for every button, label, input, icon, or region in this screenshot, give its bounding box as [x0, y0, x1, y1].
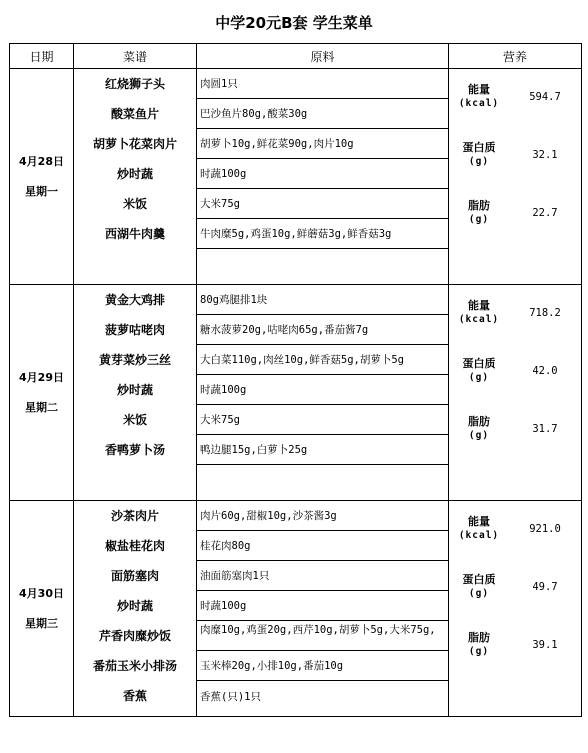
nutrition-label: 蛋白质 [462, 141, 496, 154]
nutrition-energy [449, 83, 581, 111]
nutrition-label: 蛋白质 [462, 573, 496, 586]
dish-cell [74, 285, 197, 501]
nutrition-value: 32.1 [532, 149, 558, 161]
ingredients-cell [197, 285, 449, 501]
dish-item: 红烧狮子头 [104, 77, 165, 91]
day-weekday: 星期二 [25, 400, 58, 414]
nutrition-fat [449, 631, 581, 659]
nutrition-label: 能量 [468, 515, 490, 528]
nutrition-unit: (kcal) [458, 98, 500, 109]
day-date: 4月28日 [19, 154, 64, 168]
ingredient-line: 巴沙鱼片80g,酸菜30g [197, 99, 448, 129]
day-date: 4月29日 [19, 370, 64, 384]
nutrition-label: 蛋白质 [462, 357, 496, 370]
nutrition-unit: (g) [468, 214, 490, 225]
nutrition-value: 39.1 [532, 639, 558, 651]
dish-item: 酸菜鱼片 [110, 107, 159, 121]
dish-item: 面筋塞肉 [110, 569, 159, 583]
dish-item: 炒时蔬 [116, 167, 153, 181]
ingredients-cell [197, 69, 449, 285]
nutrition-fat [449, 199, 581, 227]
day-date-cell [10, 501, 74, 717]
nutrition-value: 594.7 [529, 91, 561, 103]
day-row [10, 285, 582, 501]
ingredient-line: 大米75g [197, 405, 448, 435]
ingredient-line: 大米75g [197, 189, 448, 219]
ingredient-line [197, 465, 448, 495]
dish-cell [74, 501, 197, 717]
ingredient-line: 桂花肉80g [197, 531, 448, 561]
dish-item: 黄芽菜炒三丝 [98, 353, 171, 367]
menu-table [9, 43, 582, 717]
dish-cell [74, 69, 197, 285]
ingredient-line: 香蕉(只)1只 [200, 690, 261, 703]
ingredient-line: 时蔬100g [197, 159, 448, 189]
nutrition-unit: (g) [468, 372, 490, 383]
ingredient-line: 牛肉糜5g,鸡蛋10g,鲜蘑菇3g,鲜香菇3g [197, 219, 448, 249]
dish-item: 芹香肉糜炒饭 [98, 629, 171, 643]
ingredient-line: 80g鸡腿排1块 [197, 285, 448, 315]
dish-item: 米饭 [122, 413, 147, 427]
day-date-cell [10, 285, 74, 501]
nutrition-value: 42.0 [532, 365, 558, 377]
nutrition-value: 921.0 [529, 523, 561, 535]
dish-item: 番茄玉米小排汤 [92, 659, 177, 673]
day-date: 4月30日 [19, 586, 64, 600]
ingredients-cell [197, 501, 449, 717]
day-row [10, 69, 582, 285]
nutrition-value: 718.2 [529, 307, 561, 319]
dish-item: 黄金大鸡排 [104, 293, 165, 307]
day-weekday: 星期三 [25, 616, 58, 630]
day-date-cell [10, 69, 74, 285]
header-nutrition: 营养 [449, 44, 582, 69]
nutrition-label: 脂肪 [468, 199, 490, 212]
dish-item: 菠萝咕咾肉 [104, 323, 165, 337]
ingredient-line: 玉米棒20g,小排10g,番茄10g [197, 651, 448, 681]
dish-item: 炒时蔬 [116, 599, 153, 613]
nutrition-unit: (g) [468, 430, 490, 441]
nutrition-value: 22.7 [532, 207, 558, 219]
ingredient-line: 鸭边腿15g,白萝卜25g [197, 435, 448, 465]
nutrition-label: 能量 [468, 299, 490, 312]
nutrition-unit: (g) [468, 646, 490, 657]
nutrition-label: 能量 [468, 83, 490, 96]
nutrition-value: 49.7 [532, 581, 558, 593]
nutrition-protein [449, 141, 581, 169]
ingredient-line: 时蔬100g [197, 375, 448, 405]
day-weekday: 星期一 [25, 184, 58, 198]
dish-item: 胡萝卜花菜肉片 [92, 137, 177, 151]
header-row [10, 44, 582, 69]
ingredient-line: 肉片60g,甜椒10g,沙茶酱3g [197, 501, 448, 531]
dish-item: 椒盐桂花肉 [104, 539, 165, 553]
nutrition-value: 31.7 [532, 423, 558, 435]
dish-item: 米饭 [122, 197, 147, 211]
nutrition-energy [449, 515, 581, 543]
ingredient-line: 肉糜10g,鸡蛋20g,西芹10g,胡萝卜5g,大米75g, [197, 621, 448, 651]
ingredient-line: 胡萝卜10g,鲜花菜90g,肉片10g [197, 129, 448, 159]
page-title: 中学20元B套 学生菜单 [215, 14, 373, 32]
ingredient-line: 油面筋塞肉1只 [197, 561, 448, 591]
nutrition-energy [449, 299, 581, 327]
dish-item: 西湖牛肉羹 [104, 227, 165, 241]
nutrition-cell [449, 501, 582, 717]
ingredient-line: 时蔬100g [197, 591, 448, 621]
nutrition-unit: (kcal) [458, 530, 500, 541]
nutrition-unit: (g) [468, 588, 490, 599]
ingredient-line: 肉圆1只 [197, 69, 448, 99]
ingredient-line [197, 249, 448, 279]
nutrition-unit: (kcal) [458, 314, 500, 325]
nutrition-protein [449, 573, 581, 601]
ingredient-line: 糖水菠萝20g,咕咾肉65g,番茄酱7g [197, 315, 448, 345]
nutrition-cell [449, 69, 582, 285]
header-dish: 菜谱 [74, 44, 197, 69]
nutrition-cell [449, 285, 582, 501]
header-date: 日期 [10, 44, 74, 69]
nutrition-protein [449, 357, 581, 385]
dish-item: 炒时蔬 [116, 383, 153, 397]
nutrition-label: 脂肪 [468, 631, 490, 644]
header-ingredients: 原料 [197, 44, 449, 69]
dish-item: 香鸭萝卜汤 [104, 443, 165, 457]
ingredient-line: 大白菜110g,肉丝10g,鲜香菇5g,胡萝卜5g [197, 345, 448, 375]
day-row [10, 501, 582, 717]
nutrition-label: 脂肪 [468, 415, 490, 428]
nutrition-unit: (g) [468, 156, 490, 167]
dish-item: 沙茶肉片 [110, 509, 159, 523]
dish-item: 香蕉 [122, 689, 147, 703]
nutrition-fat [449, 415, 581, 443]
